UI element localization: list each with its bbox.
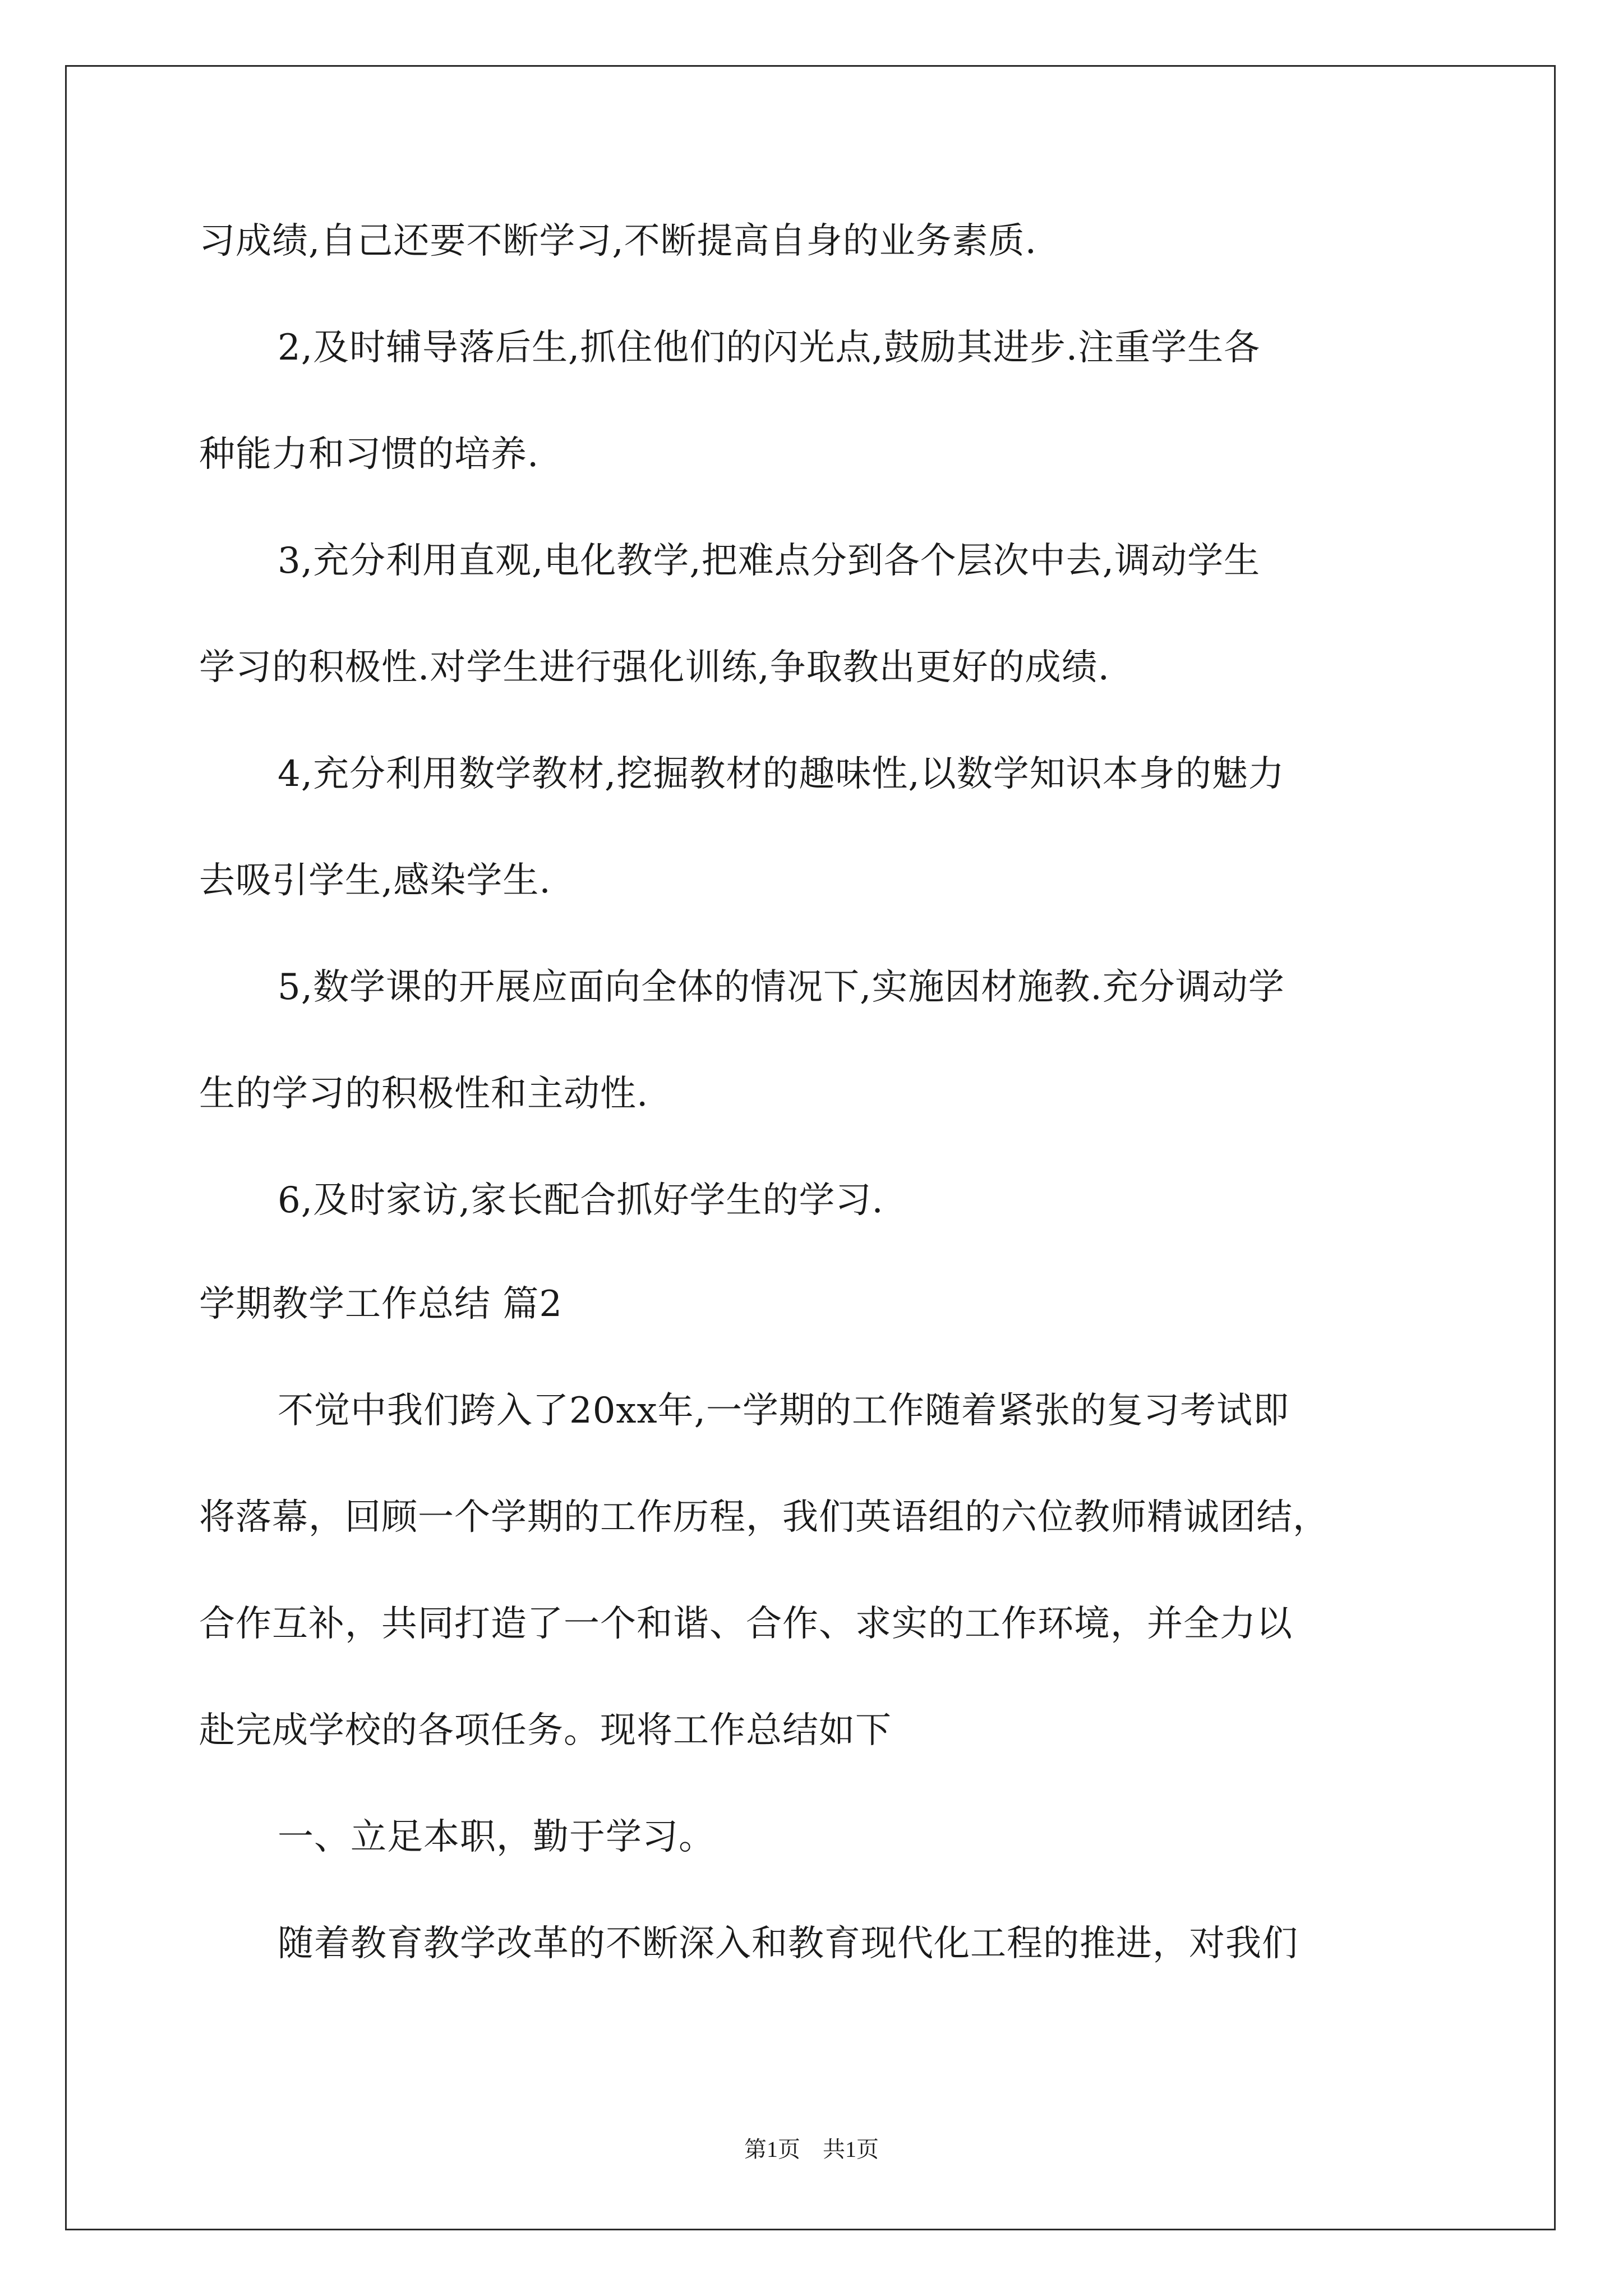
text-line: 生的学习的积极性和主动性. <box>199 1073 649 1115</box>
text-line: 赴完成学校的各项任务。现将工作总结如下 <box>199 1710 892 1751</box>
text-line: 将落幕，回顾一个学期的工作历程，我们英语组的六位教师精诚团结， <box>199 1497 1329 1538</box>
list-item-6: 6,及时家访,家长配合抓好学生的学习. <box>278 1180 884 1221</box>
text-line: 学习的积极性.对学生进行强化训练,争取教出更好的成绩. <box>199 647 1110 688</box>
section-heading: 学期教学工作总结 篇2 <box>199 1283 563 1325</box>
text-line: 种能力和习惯的培养. <box>199 434 540 475</box>
text-line: 去吸引学生,感染学生. <box>199 860 551 901</box>
paragraph-start: 不觉中我们跨入了20xx年,一学期的工作随着紧张的复习考试即 <box>278 1390 1289 1432</box>
page-border <box>65 65 1556 2230</box>
paragraph-start: 随着教育教学改革的不断深入和教育现代化工程的推进，对我们 <box>278 1923 1298 1964</box>
text-line: 习成绩,自己还要不断学习,不断提高自身的业务素质. <box>199 220 1038 262</box>
text-line: 合作互补，共同打造了一个和谐、合作、求实的工作环境，并全力以 <box>199 1603 1293 1645</box>
list-item-3: 3,充分利用直观,电化教学,把难点分到各个层次中去,调动学生 <box>278 540 1261 582</box>
subheading: 一、立足本职，勤于学习。 <box>278 1816 715 1858</box>
page-number: 第1页 共1页 <box>744 2137 879 2162</box>
list-item-5: 5,数学课的开展应面向全体的情况下,实施因材施教.充分调动学 <box>278 967 1285 1008</box>
list-item-2: 2,及时辅导落后生,抓住他们的闪光点,鼓励其进步.注重学生各 <box>278 327 1261 369</box>
list-item-4: 4,充分利用数学教材,挖掘教材的趣味性,以数学知识本身的魅力 <box>278 753 1285 795</box>
